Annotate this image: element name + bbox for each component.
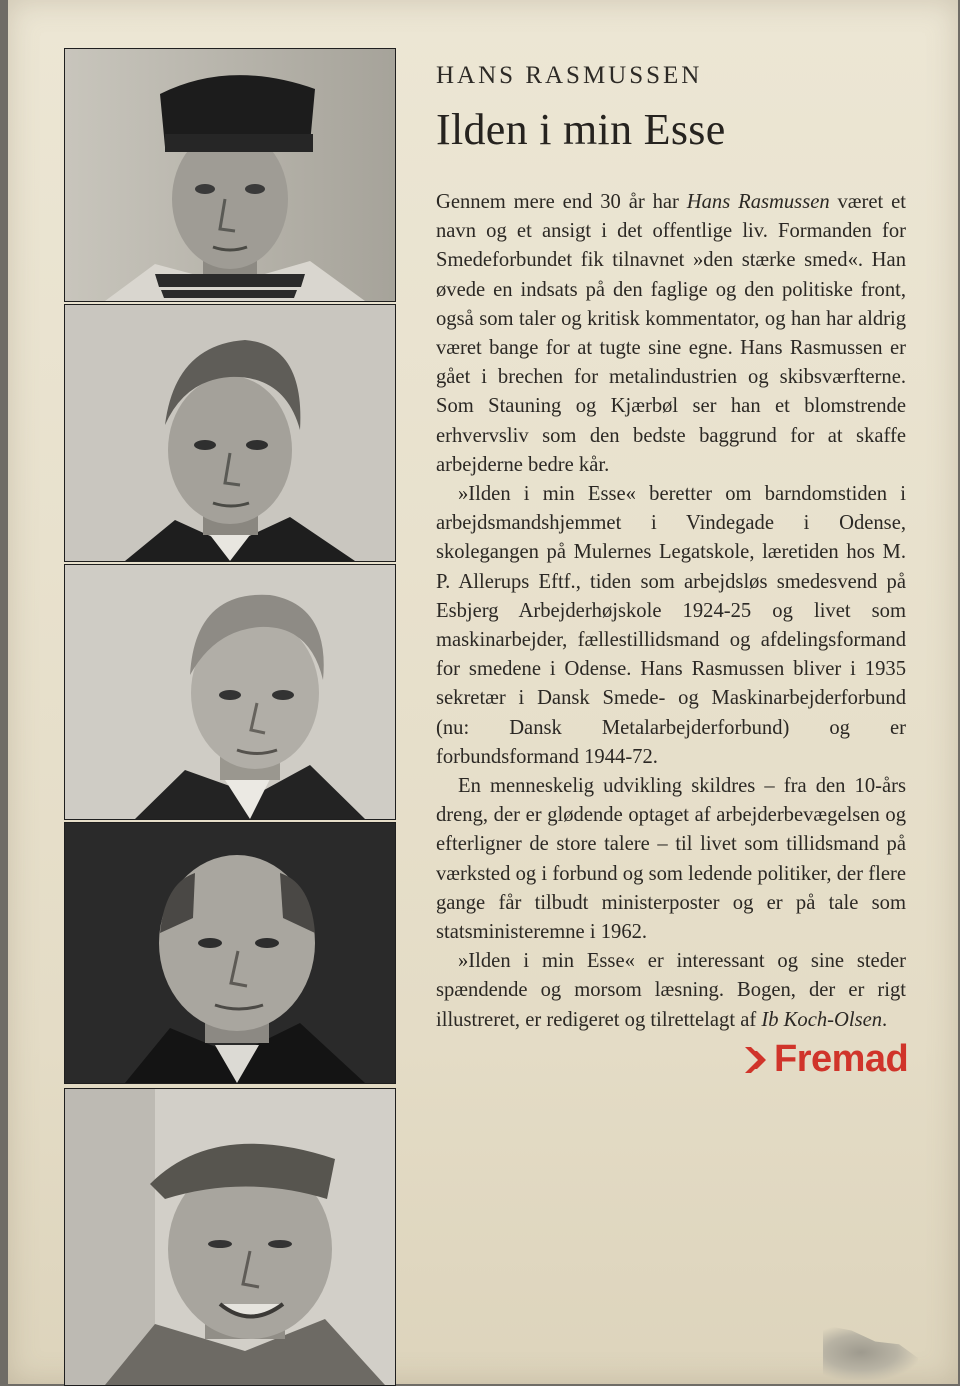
blurb-text: været et navn og et ansigt i det offentlige liv. Formanden for Smedeforbundet fik tilnavnet »den stærke smed«. Han øvede en indsats på den faglige og den politiske front, også som taler og kritisk kommentator, og han har aldrig været bange for at tugte sine egne. Hans Rasmussen er gået i brechen for metalindustrien og skibsværfterne. Som Stauning og Kjærbøl ser han et blomstrende erhvervsliv som den bedste baggrund for at skaffe arbejderne bedre kår. (436, 191, 906, 476)
portrait-photo-young-man (64, 304, 396, 562)
portrait-photo-man-wavy-hair (64, 564, 396, 820)
portrait-photo-sailor-boy (64, 48, 396, 302)
chevron-arrow-icon (742, 1041, 770, 1079)
book-title: Ilden i min Esse (436, 105, 726, 154)
portrait-photo-man-in-cap (64, 1088, 396, 1386)
publisher-name: Fremad (774, 1038, 909, 1080)
author-name-italic: Hans Rasmussen (686, 191, 830, 213)
book-blurb (436, 188, 906, 1035)
book-back-cover (8, 0, 958, 1384)
blurb-paragraph-3: En menneskelig udvikling skildres – fra den 10-års dreng, der er glødende optaget af arbejderbevægelsen og efterligner de store talere – til livet som tillidsmand på værksted og i forbund og som ledende politiker, der flere gange får tilbudt ministerposter og er på tale som statsministeremne i 1962. (436, 775, 906, 944)
blurb-text: . (882, 1008, 888, 1031)
blurb-paragraph-4 (436, 947, 906, 1035)
blurb-text: Gennem mere end 30 år har (436, 191, 687, 213)
blurb-paragraph-2: »Ilden i min Esse« beretter om barndomstiden i arbejdsmandshjemmet i Vindegade i Odense, skolegangen på Mulernes Legatskole, læretiden hos M. P. Allerups Eftf., tiden som arbejdsløs smedesvend på Esbjerg Arbejderhøjskole 1924-25 og livet som maskinarbejder, fællestillidsmand og afdelingsformand for smedene i Odense. Hans Rasmussen bliver i 1935 sekretær i Dansk Smede- og Maskinarbejderforbund (nu: Dansk Metalarbejderforbund) og er forbundsformand 1944-72. (436, 483, 906, 768)
portrait-photo-balding-man (64, 822, 396, 1084)
worn-corner (823, 1325, 918, 1380)
publisher-logo (742, 1038, 908, 1081)
blurb-paragraph-1 (436, 188, 906, 480)
blurb-text: »Ilden i min Esse« er interessant og sine steder spændende og morsom læsning. Bogen, der er rigt illustreret, er redigeret og tilrettelagt af (436, 950, 906, 1031)
editor-name-italic: Ib Koch-Olsen (761, 1008, 883, 1031)
author-name: HANS RASMUSSEN (436, 62, 703, 89)
